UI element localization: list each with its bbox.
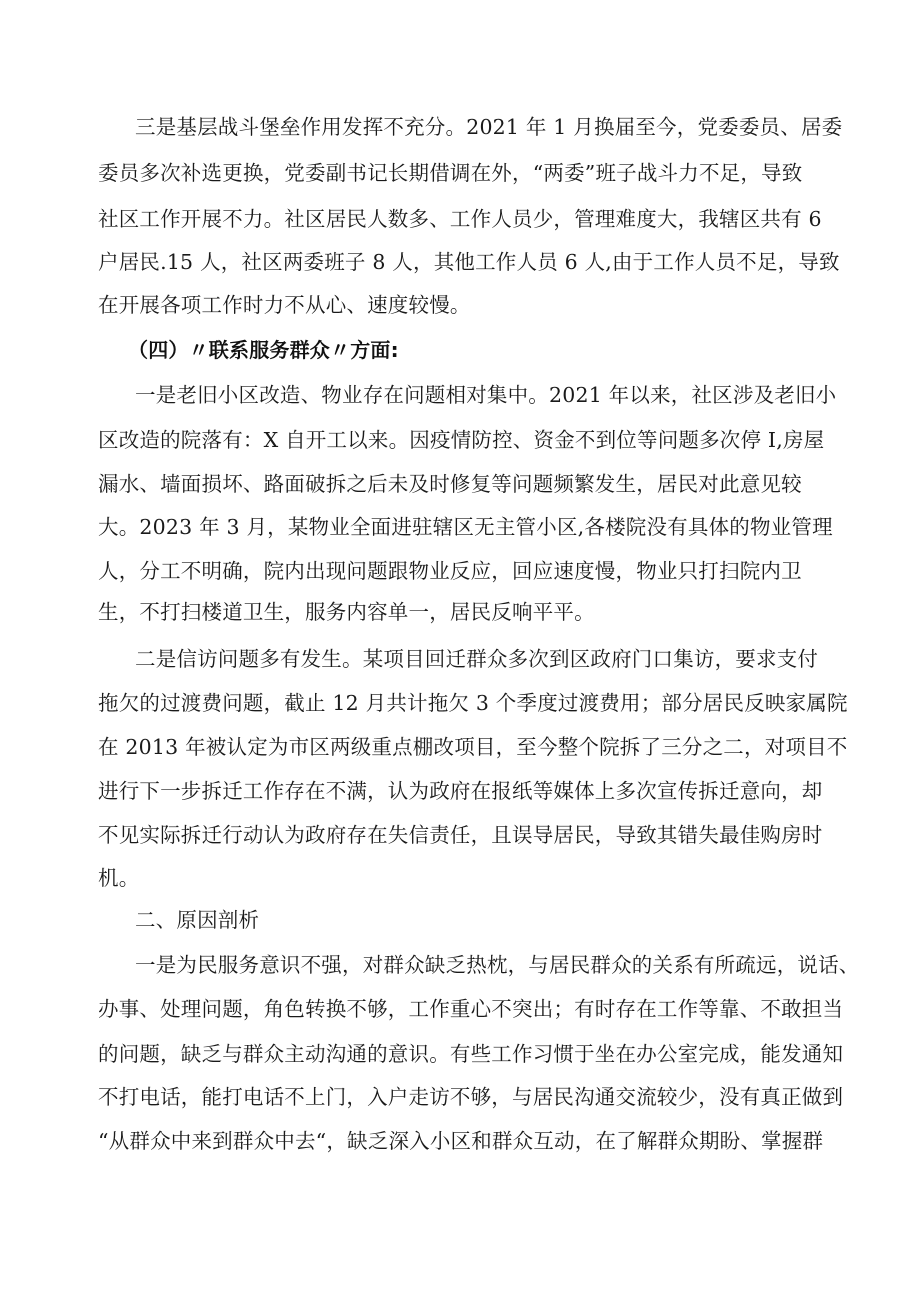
- paragraph-1-line-5: 在开展各项工作时力不从心、速度较慢。: [98, 293, 471, 317]
- paragraph-4-line-4: 不打电话，能打电话不上门，入户走访不够，与居民沟通交流较少，没有真正做到: [98, 1085, 844, 1109]
- paragraph-1-line-4: 户居民.15 人，社区两委班子 8 人，其他工作人员 6 人,由于工作人员不足，导致: [98, 250, 840, 274]
- paragraph-1-line-2: 委员多次补选更换，党委副书记长期借调在外，“两委”班子战斗力不足，导致: [98, 161, 803, 185]
- paragraph-4-line-2: 办事、处理问题，角色转换不够，工作重心不突出；有时存在工作等靠、不敢担当: [98, 997, 844, 1021]
- paragraph-2-line-4: 大。2023 年 3 月，某物业全面进驻辖区无主管小区,各楼院没有具体的物业管理: [98, 515, 833, 539]
- paragraph-2-line-2: 区改造的院落有：X 自开工以来。因疫情防控、资金不到位等问题多次停 I,房屋: [98, 428, 825, 452]
- paragraph-1-line-1: 三是基层战斗堡垒作用发挥不充分。2021 年 1 月换届至今，党委委员、居委: [135, 115, 843, 139]
- paragraph-4-line-1: 一是为民服务意识不强，对群众缺乏热枕，与居民群众的关系有所疏远，说话、: [135, 953, 860, 977]
- paragraph-3-line-4: 进行下一步拆迁工作存在不满，认为政府在报纸等媒体上多次宣传拆迁意向，却: [98, 779, 823, 803]
- paragraph-2-line-5: 人，分工不明确，院内出现问题跟物业反应，回应速度慢，物业只打扫院内卫: [98, 559, 802, 583]
- paragraph-1-line-3: 社区工作开展不力。社区居民人数多、工作人员少，管理难度大，我辖区共有 6: [98, 207, 822, 231]
- paragraph-3-line-1: 二是信访问题多有发生。某项目回迁群众多次到区政府门口集访，要求支付: [135, 647, 819, 671]
- paragraph-3-line-2: 拖欠的过渡费问题，截止 12 月共计拖欠 3 个季度过渡费用；部分居民反映家属院: [98, 691, 848, 715]
- paragraph-2-line-1: 一是老旧小区改造、物业存在问题相对集中。2021 年以来，社区涉及老旧小: [135, 383, 837, 407]
- paragraph-3-line-6: 机。: [98, 866, 140, 890]
- paragraph-3-line-5: 不见实际拆迁行动认为政府存在失信责任，且误导居民，导致其错失最佳购房时: [98, 823, 823, 847]
- paragraph-4-line-5: “从群众中来到群众中去“，缺乏深入小区和群众互动，在了解群众期盼、掌握群: [98, 1129, 824, 1153]
- section-heading-contact-masses: （四）〃联系服务群众〃方面:: [128, 338, 399, 362]
- paragraph-2-line-3: 漏水、墙面损坏、路面破拆之后未及时修复等问题频繁发生，居民对此意见较: [98, 472, 802, 496]
- paragraph-4-line-3: 的问题，缺乏与群众主动沟通的意识。有些工作习惯于坐在办公室完成，能发通知: [98, 1042, 844, 1066]
- paragraph-2-line-6: 生，不打扫楼道卫生，服务内容单一，居民反响平平。: [98, 600, 595, 624]
- section-two-heading: 二、原因剖析: [135, 908, 260, 932]
- paragraph-3-line-3: 在 2013 年被认定为市区两级重点棚改项目，至今整个院拆了三分之二，对项目不: [98, 735, 848, 759]
